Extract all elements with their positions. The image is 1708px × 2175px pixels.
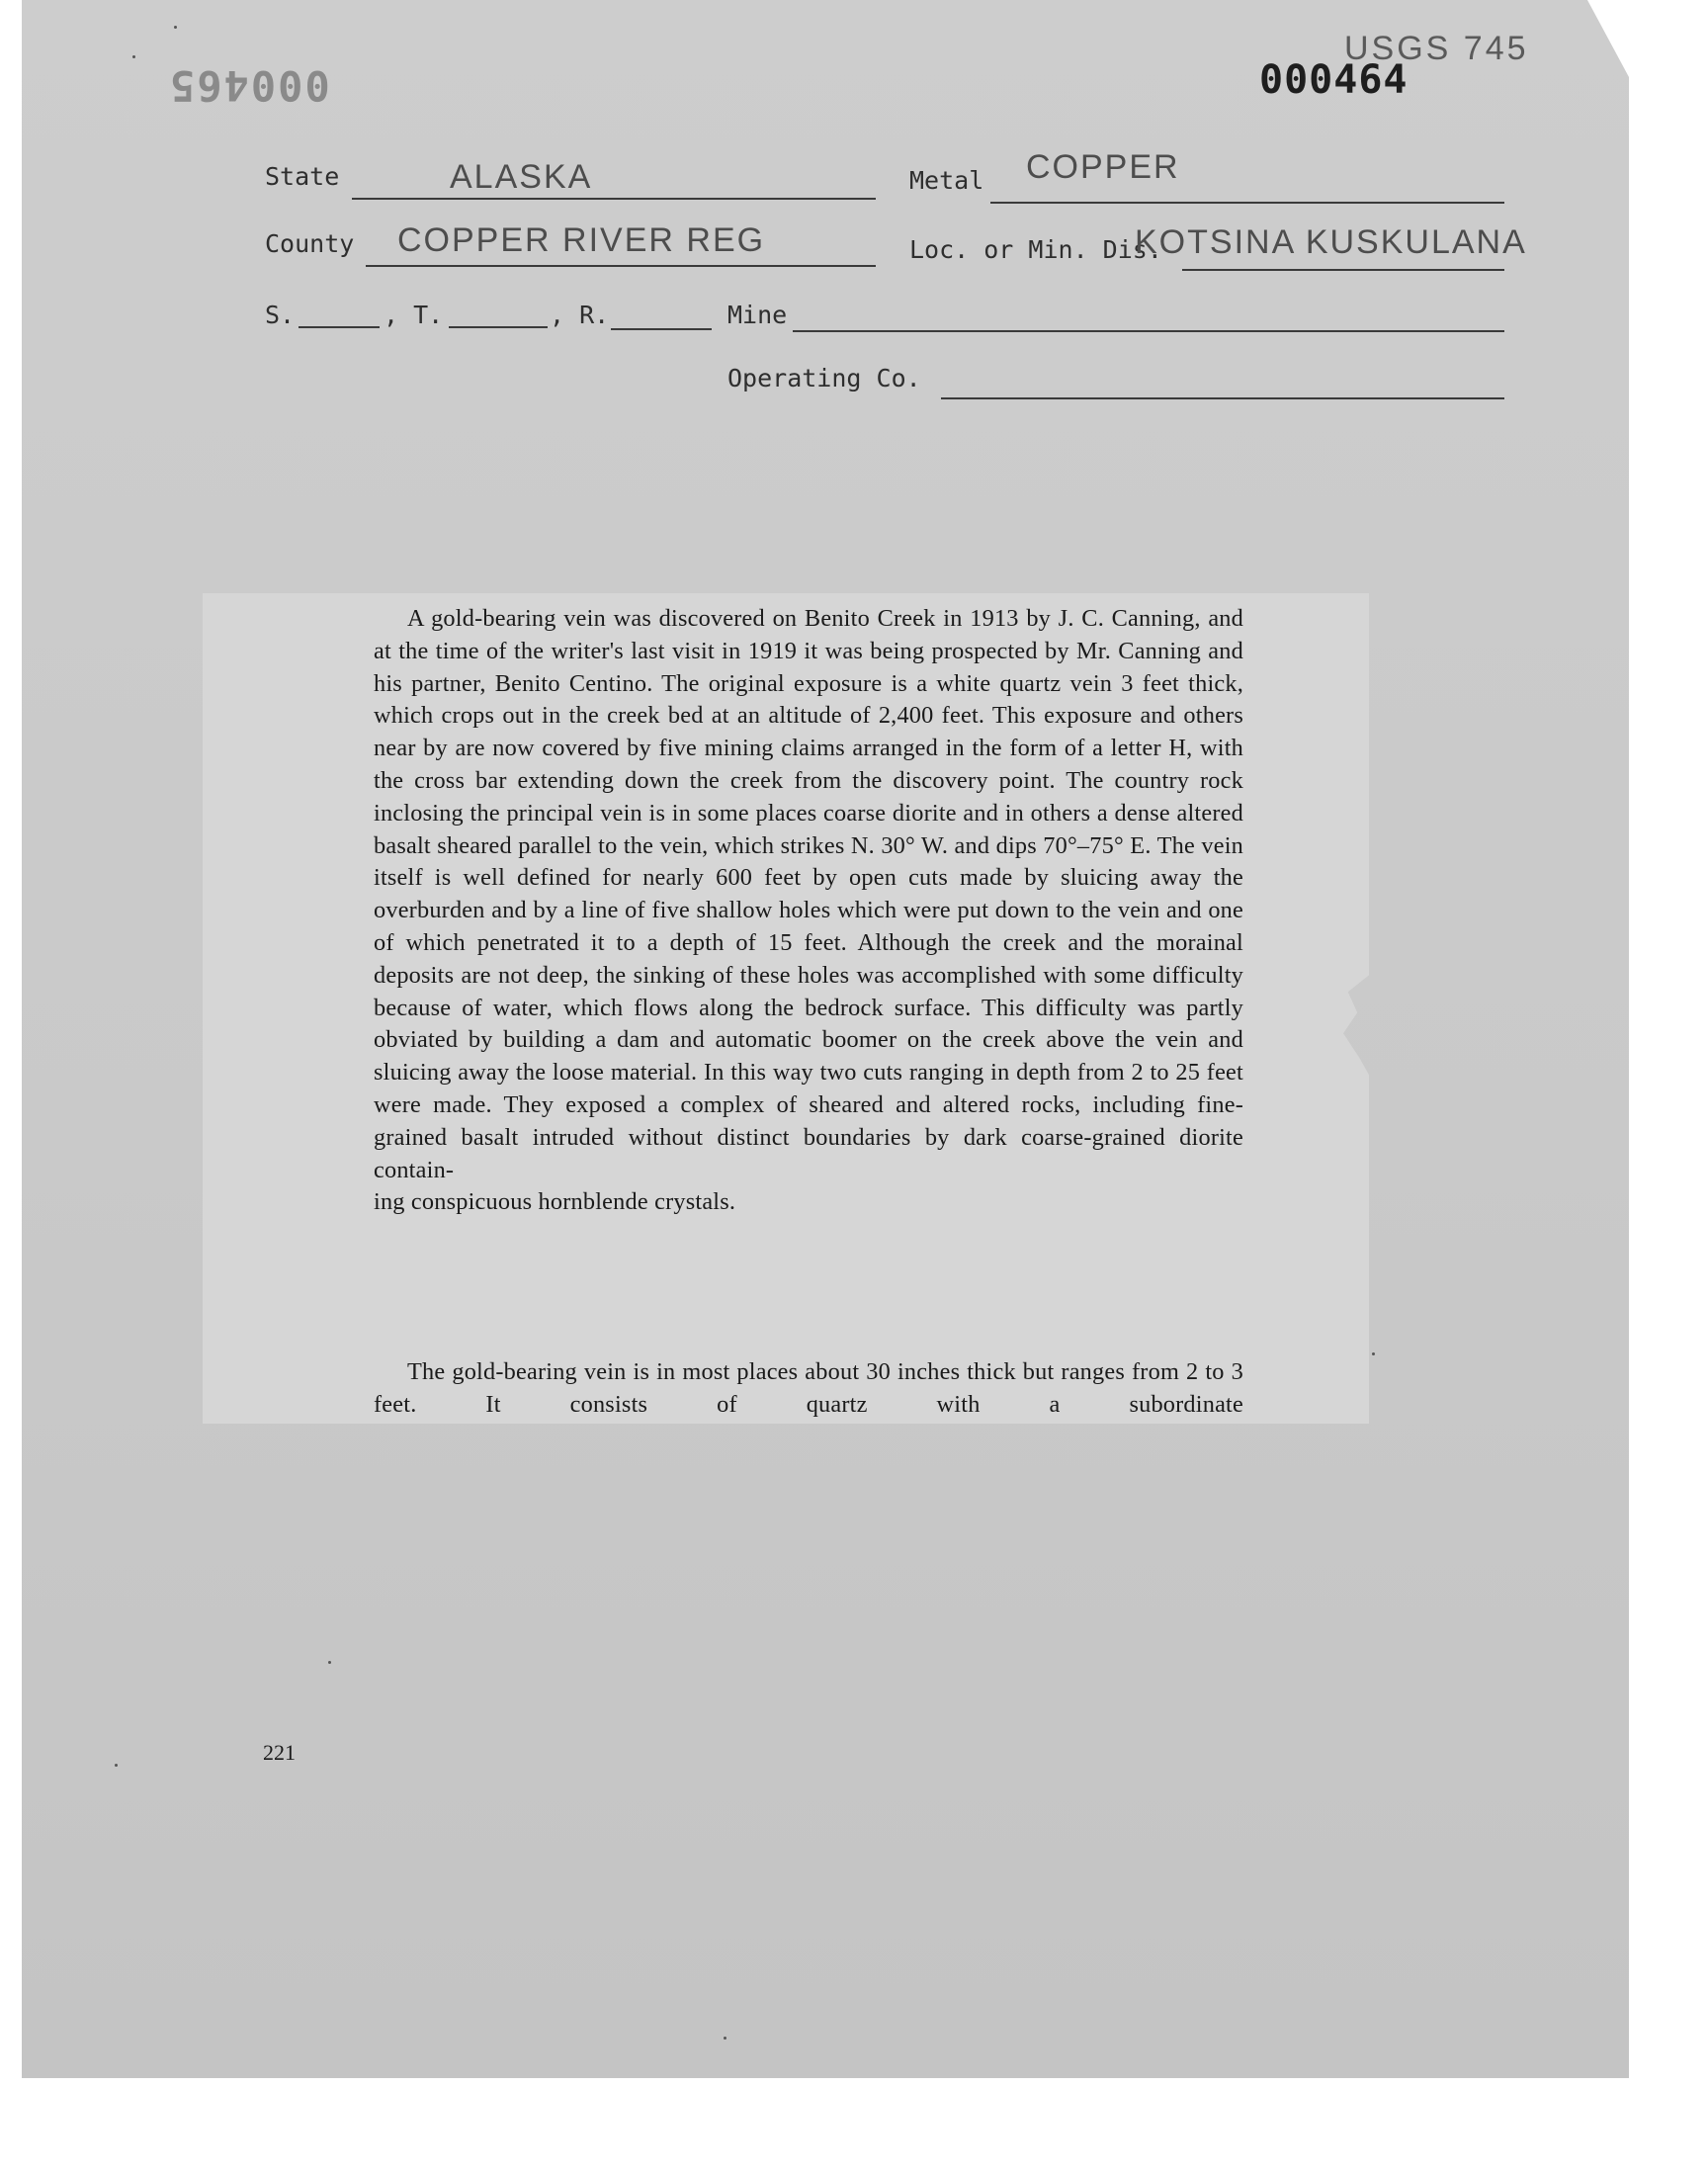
clipping-paragraph-1-body: A gold-bearing vein was discovered on Benito Creek in 1913 by J. C. Canning, and at the time of the writer's last visit in 1919 it was being prospected by Mr. Canning and his partner, Benito Centino. The original exposure is a white quartz vein 3 feet thick, which crops out in the creek bed at an altitude of 2,400 feet. This exposure and others near by are now covered by five mining claims arranged in the form of a letter H, with the cross bar extending down the creek from the discovery point. The country rock inclosing the principal vein is in some places coarse diorite and in others a dense altered basalt sheared parallel to the vein, which strikes N. 30° W. and dips 70°–75° E. The vein itself is well defined for nearly 600 feet by open cuts made by sluicing away the overburden and by a line of five shallow holes which were put down to the vein and one of which penetrated it to a depth of 15 feet. Although the creek and the morainal deposits are not deep, the sinking of these holes was accomplished with some difficulty because of water, which flows along the bedrock surface. This difficulty was partly obviated by building a dam and automatic boomer on the creek above the vein and sluicing away the loose material. In this way two cuts ranging in depth from 2 to 25 feet were made. They exposed a complex of sheared and altered rocks, including fine-grained basalt intruded without distinct boundaries by dark coarse-grained diorite contain-	[374, 605, 1243, 1183]
locality-line	[1182, 269, 1504, 271]
serial-number-stamp: 000464	[1259, 57, 1409, 103]
page-number: 221	[263, 1740, 296, 1765]
state-line	[352, 198, 876, 200]
locality-label: Loc. or Min. Dis.	[909, 235, 1162, 264]
metal-label: Metal	[909, 166, 984, 195]
range-label: , R.	[550, 301, 610, 329]
state-value: ALASKA	[450, 158, 593, 196]
dust-speck	[724, 2037, 726, 2040]
county-label: County	[265, 229, 355, 258]
range-line	[611, 328, 712, 330]
township-label: , T.	[384, 301, 444, 329]
metal-value: COPPER	[1026, 148, 1180, 186]
county-value: COPPER RIVER REG	[397, 221, 766, 259]
dust-speck	[1372, 1352, 1375, 1355]
section-label: S.	[265, 301, 296, 329]
clipping-paragraph-2: The gold-bearing vein is in most places about 30 inches thick but ranges from 2 to 3 feet. It consists of quartz with a subordinate	[374, 1358, 1243, 1418]
state-label: State	[265, 162, 340, 191]
dust-speck	[174, 26, 177, 29]
locality-value: KOTSINA KUSKULANA	[1135, 223, 1527, 261]
metal-line	[990, 202, 1504, 204]
section-line	[299, 326, 380, 328]
township-line	[449, 326, 548, 328]
dust-speck	[328, 1661, 331, 1664]
old-serial-stamp: 000465	[168, 61, 330, 110]
clipping-paragraph-1-end: ing conspicuous hornblende crystals.	[374, 1188, 736, 1216]
operating-co-line	[941, 397, 1504, 399]
dust-speck	[132, 55, 135, 58]
clipping-paragraph-1	[374, 603, 1243, 1219]
dust-speck	[115, 1764, 118, 1767]
county-line	[366, 265, 876, 267]
operating-co-label: Operating Co.	[727, 364, 921, 392]
collection-stamp: USGS 745	[1344, 30, 1529, 67]
mine-label: Mine	[727, 301, 788, 329]
mine-line	[793, 330, 1504, 332]
